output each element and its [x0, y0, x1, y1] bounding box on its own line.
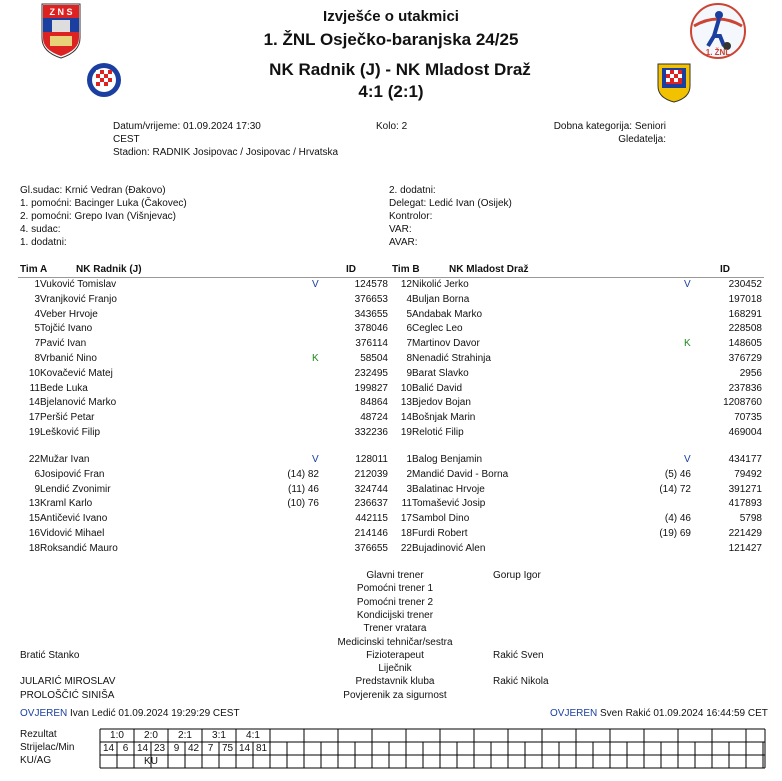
player-name: Vidović Mihael — [40, 528, 105, 539]
staff-right: Rakić Nikola — [493, 676, 549, 688]
captain-mark: K — [684, 338, 691, 350]
scorer-cell: 14 — [102, 743, 115, 754]
player-name: Sambol Dino — [412, 513, 470, 525]
player-number: 22 — [400, 542, 412, 554]
team-b-id-header: ID — [720, 264, 730, 275]
player-id: 417893 — [728, 498, 762, 510]
player-number: 3 — [34, 293, 40, 305]
player-name: Mandić David - Borna — [412, 468, 509, 480]
player-name: Bjelanović Marko — [40, 397, 117, 409]
substitution-info: (19) 69 — [659, 528, 691, 539]
player-id: 232495 — [354, 367, 388, 379]
player-number: 3 — [406, 483, 412, 495]
player-number: 10 — [400, 382, 412, 394]
staff-role: Trener vratara — [363, 623, 427, 635]
official-left: Gl.sudac: Krnić Vedran (Đakovo) — [20, 185, 166, 196]
player-number: 18 — [28, 542, 40, 554]
player-id: 376655 — [354, 542, 388, 554]
player-number: 11 — [29, 382, 40, 394]
player-name: Bošnjak Marin — [412, 412, 476, 424]
scorer-cell: 14 — [238, 743, 251, 754]
official-left: 2. pomoćni: Grepo Ivan (Višnjevac) — [20, 211, 177, 222]
substitution-info: (10) 76 — [287, 498, 319, 510]
row-label-kuag: KU/AG — [20, 755, 52, 766]
player-number: 16 — [28, 528, 40, 539]
match-datetime: Datum/vrijeme: 01.09.2024 17:30 — [113, 121, 261, 132]
player-number: 17 — [400, 513, 412, 525]
player-name: Vranjković Franjo — [40, 293, 117, 305]
official-right: Kontrolor: — [389, 211, 433, 222]
team-a-id-header: ID — [346, 264, 356, 275]
player-name: Veber Hrvoje — [40, 308, 98, 320]
player-id: 221429 — [728, 528, 762, 539]
player-name: Balić David — [412, 382, 463, 394]
substitution-info: (14) 72 — [659, 483, 691, 495]
player-id: 124578 — [354, 279, 388, 290]
player-id: 58504 — [360, 353, 388, 364]
staff-role: Povjerenik za sigurnost — [343, 689, 447, 701]
player-id: 148605 — [728, 338, 762, 350]
player-id: 79492 — [734, 468, 762, 480]
player-number: 1 — [406, 454, 412, 465]
player-id: 376653 — [354, 293, 388, 305]
player-id: 376114 — [355, 338, 388, 350]
staff-right: Rakić Sven — [493, 649, 544, 661]
player-id: 212039 — [354, 468, 388, 480]
player-number: 7 — [406, 338, 412, 350]
player-number: 2 — [406, 468, 412, 480]
player-id: 48724 — [360, 412, 388, 424]
substitution-info: (4) 46 — [664, 513, 691, 525]
player-name: Peršić Petar — [40, 412, 95, 424]
player-number: 22 — [28, 454, 40, 465]
score-cell: 1:0 — [110, 730, 124, 741]
scorer-cell: 7 — [207, 743, 214, 754]
player-name: Josipović Fran — [40, 468, 105, 480]
player-number: 6 — [406, 323, 412, 335]
score-cell: 2:1 — [178, 730, 192, 741]
verify-left-label: OVJEREN — [20, 708, 68, 719]
zns-logo-text: Z N S — [49, 7, 73, 17]
player-name: Bjedov Bojan — [412, 397, 471, 409]
player-name: Ceglec Leo — [412, 323, 463, 335]
player-number: 14 — [400, 412, 412, 424]
player-id: 2956 — [739, 367, 762, 379]
player-id: 343655 — [354, 308, 388, 320]
player-number: 19 — [400, 427, 412, 438]
player-id: 197018 — [728, 293, 762, 305]
team-b-label: Tim B — [392, 264, 420, 275]
ku-cell: KU — [144, 756, 158, 767]
player-name: Mužar Ivan — [40, 454, 90, 465]
player-id: 376729 — [728, 353, 762, 364]
match-timezone: CEST — [113, 134, 140, 145]
staff-role: Predstavnik kluba — [355, 676, 435, 688]
verify-right-label: OVJEREN — [550, 708, 598, 719]
player-id: 236637 — [354, 498, 388, 510]
staff-right: Gorup Igor — [493, 570, 541, 581]
row-label-scorer: Strijelac/Min — [20, 742, 75, 753]
official-left: 1. dodatni: — [20, 237, 67, 248]
player-name: Roksandić Mauro — [40, 542, 118, 554]
staff-role: Glavni trener — [366, 570, 424, 581]
player-name: Tojčić Ivano — [40, 323, 93, 335]
staff-left: Bratić Stanko — [20, 649, 80, 661]
goalkeeper-mark: V — [312, 454, 319, 465]
staff-left: PROLOŠČIĆ SINIŠA — [20, 689, 115, 701]
staff-role: Pomoćni trener 1 — [356, 583, 434, 595]
player-id: 84864 — [360, 397, 388, 409]
player-id: 324744 — [354, 483, 388, 495]
player-number: 9 — [34, 483, 40, 495]
official-right: VAR: — [389, 224, 412, 235]
team-a-name: NK Radnik (J) — [76, 264, 142, 275]
player-name: Vuković Tomislav — [40, 279, 117, 290]
player-id: 70735 — [734, 412, 762, 424]
player-id: 1208760 — [723, 397, 762, 409]
player-id: 391271 — [728, 483, 762, 495]
player-name: Pavić Ivan — [40, 338, 87, 350]
player-number: 1 — [34, 279, 40, 290]
substitution-info: (11) 46 — [288, 483, 319, 495]
goalkeeper-mark: V — [684, 279, 691, 290]
official-left: 4. sudac: — [20, 224, 61, 235]
substitution-info: (5) 46 — [664, 468, 691, 480]
player-name: Barat Slavko — [412, 367, 469, 379]
player-number: 11 — [401, 498, 412, 510]
player-name: Balatinac Hrvoje — [412, 483, 485, 495]
player-id: 469004 — [728, 427, 762, 438]
player-name: Nikolić Jerko — [412, 279, 469, 290]
score-cell: 4:1 — [246, 730, 260, 741]
player-number: 13 — [400, 397, 412, 409]
player-id: 230452 — [728, 279, 762, 290]
player-number: 13 — [28, 498, 40, 510]
official-right: Delegat: Ledić Ivan (Osijek) — [389, 198, 512, 209]
player-number: 8 — [34, 353, 40, 364]
player-number: 6 — [34, 468, 40, 480]
goalkeeper-mark: V — [312, 279, 319, 290]
player-id: 5798 — [739, 513, 762, 525]
verify-left-text: Ivan Ledić 01.09.2024 19:29:29 CEST — [70, 708, 240, 719]
player-name: Martinov Davor — [412, 338, 480, 350]
player-number: 8 — [406, 353, 412, 364]
player-number: 15 — [28, 513, 40, 525]
staff-role: Liječnik — [378, 663, 412, 675]
player-id: 378046 — [354, 323, 388, 335]
player-number: 17 — [28, 412, 40, 424]
player-name: Andabak Marko — [412, 308, 483, 320]
player-number: 7 — [34, 338, 40, 350]
score-cell: 3:1 — [212, 730, 226, 741]
player-name: Vrbanić Nino — [40, 353, 97, 364]
verify-right-text: Sven Rakić 01.09.2024 16:44:59 CET — [600, 708, 768, 719]
player-name: Antičević Ivano — [40, 513, 108, 525]
player-id: 214146 — [354, 528, 388, 539]
captain-mark: K — [312, 353, 319, 364]
player-id: 442115 — [355, 513, 388, 525]
player-number: 18 — [400, 528, 412, 539]
staff-role: Pomoćni trener 2 — [356, 596, 434, 608]
scorer-cell: 42 — [187, 743, 200, 754]
player-name: Kovačević Matej — [40, 367, 113, 379]
match-stadium: Stadion: RADNIK Josipovac / Josipovac / Hrvatska — [113, 147, 339, 158]
znl-logo-text: 1. ŽNL — [705, 48, 731, 57]
player-number: 4 — [34, 308, 40, 320]
staff-left: JULARIĆ MIROSLAV — [20, 676, 116, 688]
match-score: 4:1 (2:1) — [358, 82, 424, 101]
official-right: 2. dodatni: — [389, 185, 436, 196]
official-left: 1. pomoćni: Bacinger Luka (Čakovec) — [20, 198, 187, 209]
player-name: Relotić Filip — [412, 427, 464, 438]
age-category: Dobna kategorija: Seniori — [553, 121, 666, 132]
scorer-cell: 6 — [122, 743, 129, 754]
player-name: Lešković Filip — [40, 427, 101, 438]
player-name: Bede Luka — [40, 382, 88, 394]
player-number: 5 — [34, 323, 40, 335]
match-round: Kolo: 2 — [376, 121, 408, 132]
player-number: 10 — [28, 367, 40, 379]
player-id: 228508 — [728, 323, 762, 335]
scorer-cell: 81 — [255, 743, 268, 754]
player-name: Balog Benjamin — [412, 454, 483, 465]
player-number: 9 — [406, 367, 412, 379]
player-name: Kraml Karlo — [40, 498, 93, 510]
score-cell: 2:0 — [144, 730, 158, 741]
player-name: Lendić Zvonimir — [40, 483, 111, 495]
player-id: 332236 — [354, 427, 388, 438]
player-name: Furdi Robert — [412, 528, 468, 539]
player-name: Nenadić Strahinja — [412, 353, 491, 364]
staff-role: Kondicijski trener — [356, 609, 434, 621]
player-id: 128011 — [355, 454, 388, 465]
player-name: Bujadinović Alen — [412, 542, 486, 554]
player-number: 4 — [406, 293, 412, 305]
scorer-cell: 14 — [136, 743, 149, 754]
player-id: 199827 — [354, 382, 388, 394]
staff-role: Fizioterapeut — [366, 649, 424, 661]
player-number: 5 — [406, 308, 412, 320]
team-a-label: Tim A — [20, 264, 48, 275]
player-number: 19 — [28, 427, 40, 438]
row-label-result: Rezultat — [20, 729, 57, 740]
staff-role: Medicinski tehničar/sestra — [337, 636, 453, 648]
player-id: 237836 — [728, 382, 762, 394]
team-b-name: NK Mladost Draž — [449, 264, 529, 275]
scorer-cell: 75 — [221, 743, 234, 754]
player-number: 12 — [400, 279, 412, 290]
player-id: 434177 — [728, 454, 762, 465]
player-name: Tomašević Josip — [412, 498, 486, 510]
match-title: NK Radnik (J) - NK Mladost Draž — [269, 60, 531, 79]
player-id: 168291 — [728, 308, 762, 320]
goalkeeper-mark: V — [684, 454, 691, 465]
substitution-info: (14) 82 — [287, 468, 319, 480]
player-number: 14 — [28, 397, 40, 409]
player-id: 121427 — [728, 542, 762, 554]
scorer-cell: 9 — [173, 743, 180, 754]
scorer-cell: 23 — [153, 743, 166, 754]
official-right: AVAR: — [389, 237, 418, 248]
spectators: Gledatelja: — [618, 134, 666, 145]
report-title: Izvješće o utakmici — [323, 8, 459, 25]
player-name: Buljan Borna — [412, 293, 470, 305]
league-title: 1. ŽNL Osječko-baranjska 24/25 — [263, 30, 519, 49]
